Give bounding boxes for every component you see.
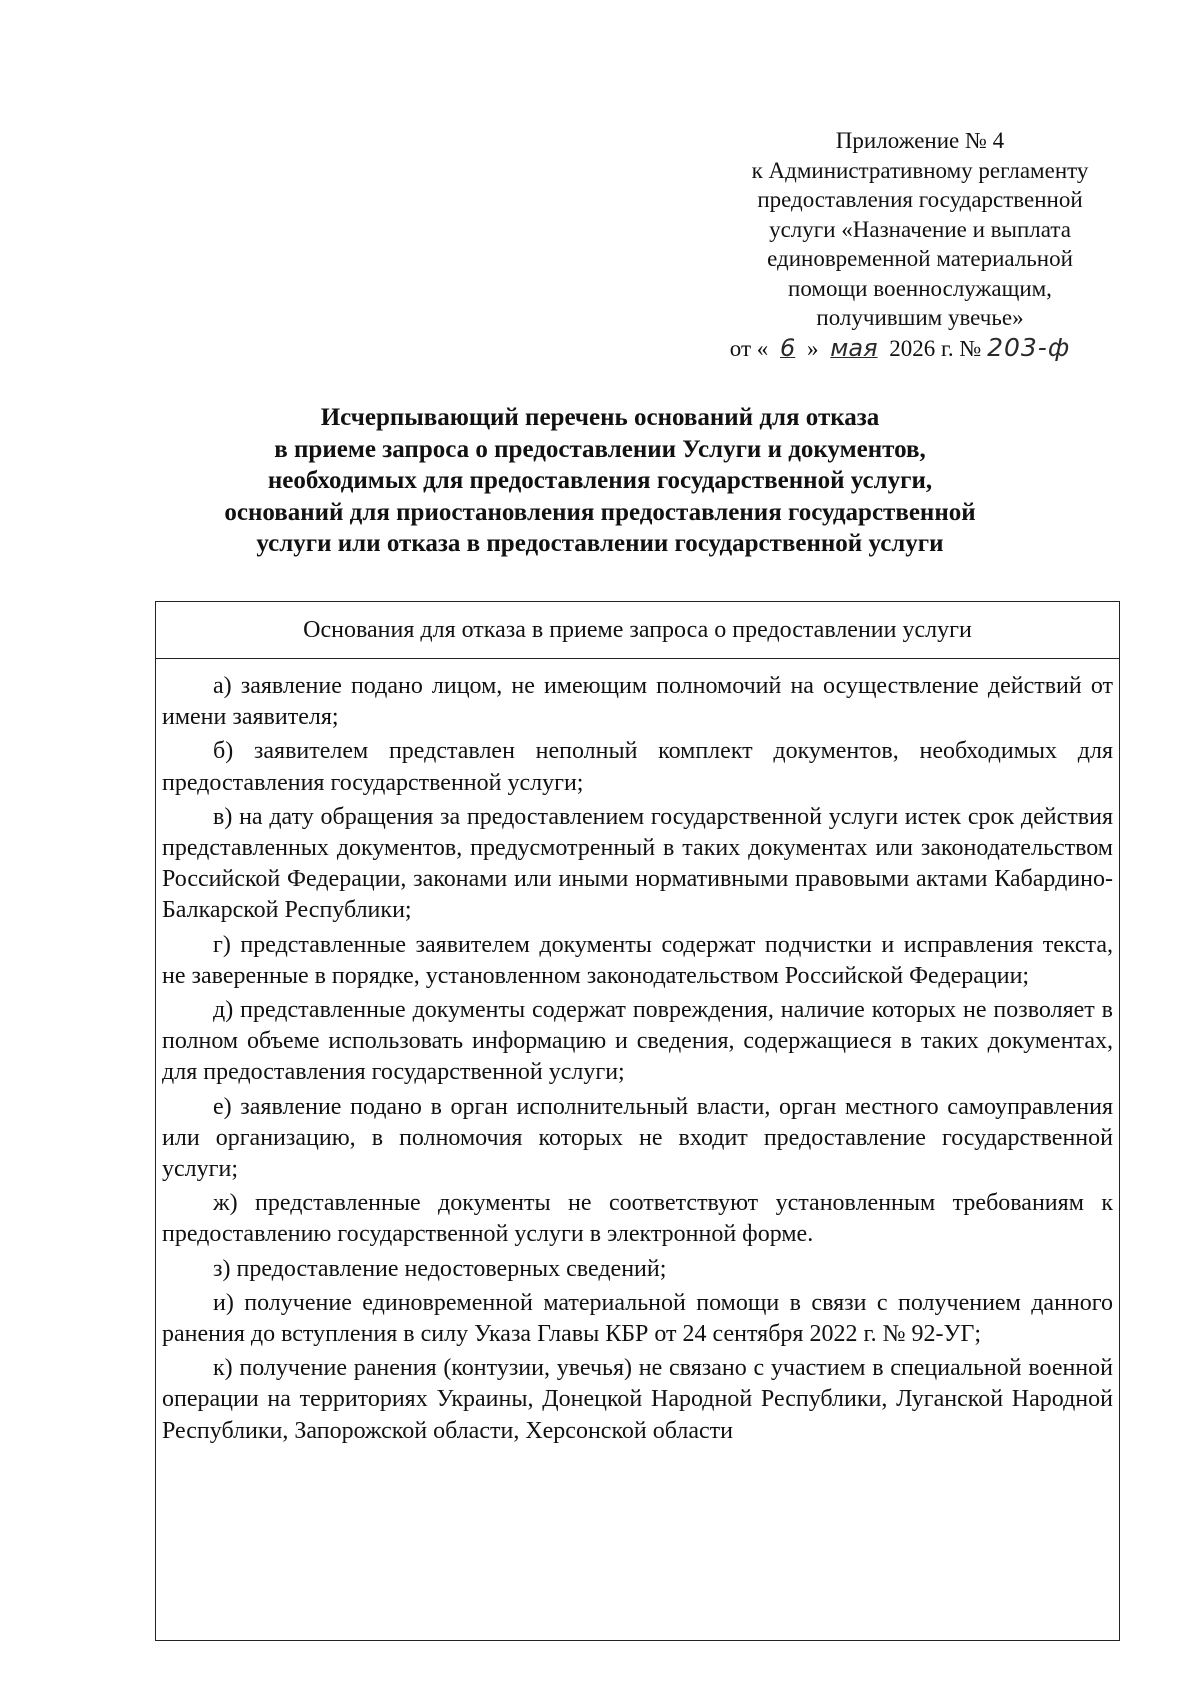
grounds-table [155, 601, 1120, 1641]
number-label: № [959, 335, 982, 361]
date-year: 2026 г. [889, 335, 954, 361]
appendix-line: услуги «Назначение и выплата [769, 216, 1071, 242]
handwritten-number: 203-ф [987, 332, 1071, 362]
list-item: б) заявителем представлен неполный комплект документов, необходимых для предоставления государственной услуги; [162, 738, 1113, 796]
document-title [150, 402, 1050, 560]
table-header: Основания для отказа в приеме запроса о предоставлении услуги [156, 602, 1119, 659]
date-prefix: от « [729, 335, 769, 361]
handwritten-month: мая [830, 333, 878, 362]
appendix-date-line [660, 333, 1140, 364]
appendix-line: Приложение № 4 [835, 128, 1005, 153]
appendix-line: к Административному регламенту [751, 157, 1089, 183]
appendix-line: получившим увечье» [816, 305, 1024, 330]
date-mid: » [807, 335, 819, 361]
list-item: и) получение единовременной материальной помощи в связи с получением данного ранения до вступления в силу Указа Главы КБР от 24 сентября 2022 г. № 92-УГ; [162, 1289, 1113, 1348]
title-line: оснований для приостановления предоставления государственной [224, 498, 976, 526]
title-line: необходимых для предоставления государственной услуги, [267, 467, 933, 494]
title-line: услуги или отказа в предоставлении государственной услуги [256, 530, 944, 557]
list-item: а) заявление подано лицом, не имеющим полномочий на осуществление действий от имени заявителя; [162, 673, 1113, 731]
title-line: Исчерпывающий перечень оснований для отказа [320, 404, 880, 431]
handwritten-day: 6 [780, 333, 796, 362]
list-item: ж) представленные документы не соответствуют установленным требованиям к предоставлению государственной услуги в электронной форме. [162, 1190, 1113, 1248]
appendix-block [700, 126, 1140, 363]
table-body [156, 659, 1119, 1447]
title-line: в приеме запроса о предоставлении Услуги и документов, [274, 435, 926, 463]
list-item: к) получение ранения (контузии, увечья) не связано с участием в специальной военной операции на территориях Украины, Донецкой Народной Республики, Луганской Народной Республики, Запорожской области, Херсонской области [162, 1355, 1113, 1444]
list-item: з) предоставление недостоверных сведений; [213, 1255, 667, 1282]
list-item: е) заявление подано в орган исполнительный власти, орган местного самоуправления или организацию, в полномочия которых не входит предоставление государственной услуги; [162, 1093, 1113, 1183]
list-item: д) представленные документы содержат повреждения, наличие которых не позволяет в полном объеме использовать информацию и сведения, содержащиеся в таких документах, для предоставления государственной услуги; [162, 997, 1113, 1086]
appendix-line: единовременной материальной [767, 246, 1073, 271]
appendix-line: предоставления государственной [757, 187, 1083, 212]
appendix-line: помощи военнослужащим, [788, 275, 1052, 301]
list-item: в) на дату обращения за предоставлением государственной услуги истек срок действия представленных документов, предусмотренный в таких документах или законодательством Российской Федерации, законами или иными нормативными правовыми актами Кабардино-Балкарской Республики; [162, 803, 1113, 924]
list-item: г) представленные заявителем документы содержат подчистки и исправления текста, не заверенные в порядке, установленном законодательством Российской Федерации; [162, 931, 1113, 989]
